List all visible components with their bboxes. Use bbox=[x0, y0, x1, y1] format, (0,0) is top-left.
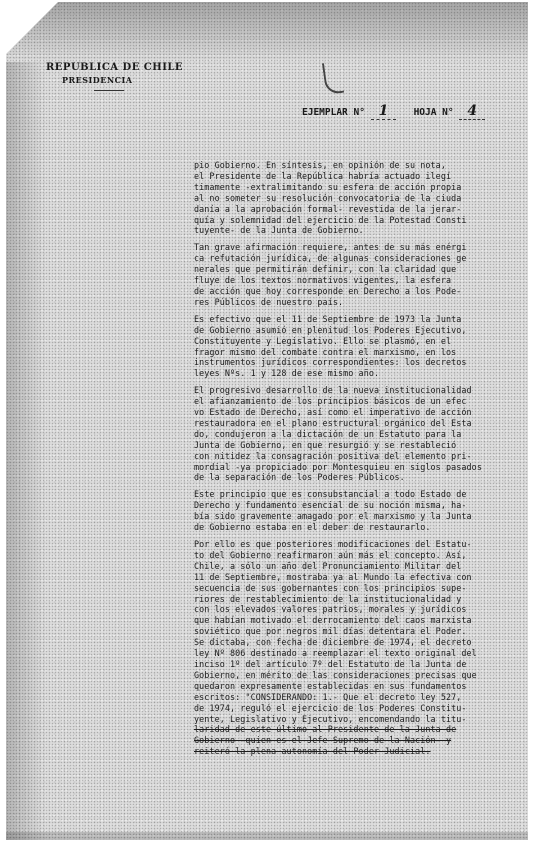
letterhead-department: PRESIDENCIA bbox=[62, 75, 133, 85]
text-line: nerales que permitirán definir, con la claridad que bbox=[194, 264, 457, 275]
text-line: to del Gobierno reafirmaron aún más el concepto. Así, bbox=[194, 549, 467, 560]
sheet-number: 4 bbox=[459, 103, 485, 120]
text-line: inciso 1º del artículo 7º del Estatuto de la Junta de bbox=[194, 658, 467, 669]
text-line: quía y solemnidad del ejercicio de la Potestad Consti bbox=[194, 214, 467, 225]
handwritten-mark-icon bbox=[322, 61, 344, 95]
text-line: soviético que por negros mil días detentara el Poder. bbox=[194, 626, 467, 637]
scanned-page bbox=[6, 2, 528, 840]
text-line: Constituyente y Legislativo. Ello se plasmó, en el bbox=[194, 335, 452, 346]
text-line: Gobierno, en mérito de las consideraciones precisas que bbox=[194, 669, 477, 680]
text-line: al no someter su resolución convocatoria de la ciuda bbox=[194, 192, 462, 203]
text-line: Por ello es que posteriores modificaciones del Estatu- bbox=[194, 539, 472, 549]
text-line: el afianzamiento de los principios básicos de un efec bbox=[194, 396, 467, 407]
text-line: de 1974, reguló el ejercicio de los Poderes Constitu- bbox=[194, 702, 467, 713]
text-line: reiteró la plena autonomía del Poder Judicial. bbox=[194, 746, 431, 757]
text-line: Junta de Gobierno, en que resurgió y se restableció bbox=[194, 439, 457, 450]
text-line: con los elevados valores patrios, morales y jurídicos bbox=[194, 604, 467, 615]
text-line: riores de restablecimiento de la institucionalidad y bbox=[194, 593, 462, 604]
text-line: secuencia de sus gobernantes con los principios supe- bbox=[194, 582, 467, 593]
text-line: Se dictaba, con fecha de diciembre de 1974, el decreto bbox=[194, 637, 472, 648]
text-line: timamente -extralimitando su esfera de acción propia bbox=[194, 181, 462, 192]
text-line: Tan grave afirmación requiere, antes de su más enérgi bbox=[194, 242, 467, 253]
paragraph bbox=[194, 385, 526, 483]
paragraph bbox=[194, 539, 526, 757]
text-line: 11 de Septiembre, mostraba ya al Mundo la efectiva con bbox=[194, 571, 472, 582]
text-line: fluye de los textos normativos vigentes, la esfera bbox=[194, 275, 452, 286]
text-line: instrumentos jurídicos correspondientes: los decretos bbox=[194, 357, 467, 368]
text-line: de acción que hoy corresponde en Derecho a los Pode- bbox=[194, 285, 462, 296]
paragraph bbox=[194, 242, 526, 307]
text-line: de Gobierno estaba en el deber de restaurarlo. bbox=[194, 522, 431, 533]
sheet-label: HOJA N° bbox=[413, 107, 454, 118]
text-line: quedaron expresamente establecidas en sus fundamentos bbox=[194, 680, 467, 691]
text-line: yente, Legislativo y Ejecutivo, encomendando la titu- bbox=[194, 713, 467, 724]
copy-label: EJEMPLAR N° bbox=[302, 107, 365, 118]
text-line: que habían motivado el derrocamiento del caos marxista bbox=[194, 615, 472, 626]
paragraph bbox=[194, 160, 526, 236]
text-line: Gobierno -quien es el Jefe Supremo de la Nación- y bbox=[194, 735, 452, 746]
text-line: de Gobierno asumió en plenitud los Poderes Ejecutivo, bbox=[194, 324, 467, 335]
text-line: fragor mismo del combate contra el marxismo, en los bbox=[194, 346, 457, 357]
text-line: escritos: "CONSIDERANDO: 1.- Que el decreto ley 527, bbox=[194, 691, 462, 702]
text-line: vo Estado de Derecho, así como el imperativo de acción bbox=[194, 407, 472, 418]
text-line: restauradora en el plano estructural orgánico del Esta bbox=[194, 417, 472, 428]
text-line: tuyente- de la Junta de Gobierno. bbox=[194, 225, 364, 236]
text-line: bía sido gravemente amagado por el marxismo y la Junta bbox=[194, 511, 472, 522]
text-line: pio Gobierno. En síntesis, en opinión de su nota, bbox=[194, 160, 446, 170]
scan-bottom-edge bbox=[6, 832, 528, 840]
text-line: Derecho y fundamento esencial de su noción misma, ha- bbox=[194, 500, 467, 511]
text-line: laridad de este último al Presidente de la Junta de bbox=[194, 724, 457, 735]
text-line: El progresivo desarrollo de la nueva institucionalidad bbox=[194, 385, 472, 396]
text-line: do, condujeron a la dictación de un Estatuto para la bbox=[194, 428, 462, 439]
text-line: leyes Nºs. 1 y 128 de ese mismo año. bbox=[194, 368, 380, 379]
letterhead-organization: REPUBLICA DE CHILE bbox=[46, 62, 184, 73]
paragraph bbox=[194, 314, 526, 379]
letterhead-underline bbox=[94, 90, 124, 91]
scan-shadow-top bbox=[6, 2, 528, 62]
text-line: danía a la aprobación formal- revestida de la jerar- bbox=[194, 203, 462, 214]
paragraph bbox=[194, 489, 526, 533]
text-line: con nitidez la consagración positiva del elemento pri- bbox=[194, 450, 472, 461]
text-line: res Públicos de nuestro país. bbox=[194, 296, 344, 307]
text-line: Este principio que es consubstancial a todo Estado de bbox=[194, 489, 467, 500]
document-body bbox=[194, 160, 526, 763]
text-line: Chile, a sólo un año del Pronunciamiento Militar del bbox=[194, 560, 462, 571]
copy-number: 1 bbox=[371, 103, 397, 120]
text-line: Es efectivo que el 11 de Septiembre de 1973 la Junta bbox=[194, 313, 462, 324]
document-reference bbox=[302, 103, 485, 119]
text-line: mordial -ya propiciado por Montesquieu en siglos pasados bbox=[194, 461, 482, 472]
text-line: el Presidente de la República habría actuado ilegí bbox=[194, 170, 452, 181]
text-line: ca refutación jurídica, de algunas consideraciones ge bbox=[194, 253, 467, 264]
scan-shadow-left bbox=[6, 62, 46, 840]
folded-corner bbox=[6, 2, 58, 54]
text-line: ley Nº 806 destinado a reemplazar el texto original del bbox=[194, 648, 477, 659]
text-line: de la separación de los Poderes Públicos. bbox=[194, 472, 405, 483]
